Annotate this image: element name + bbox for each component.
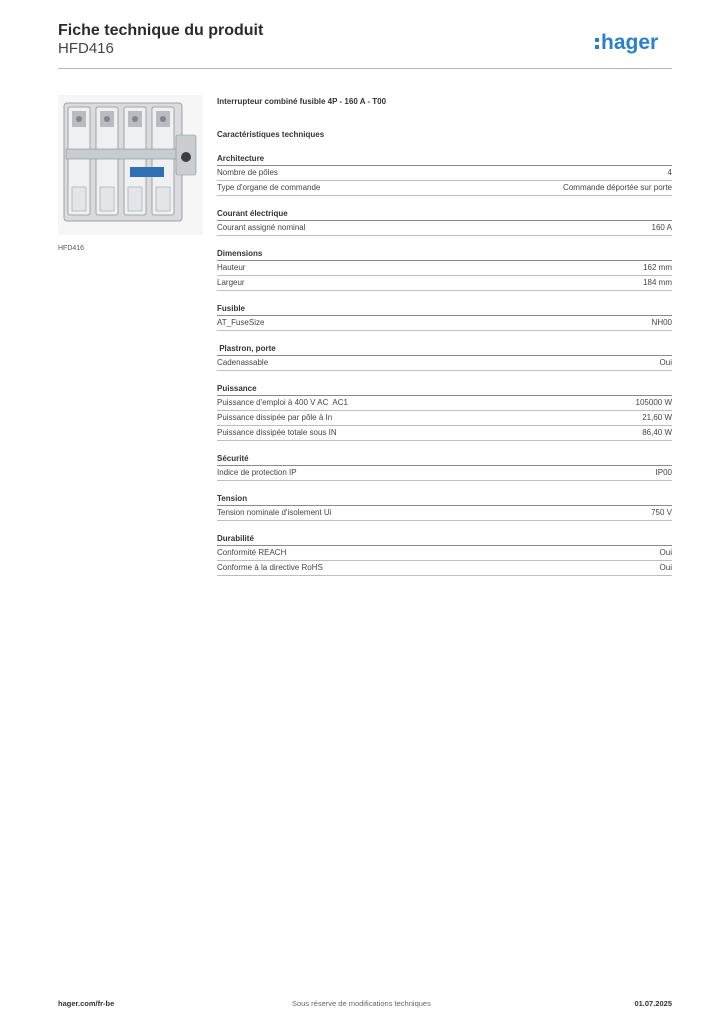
spec-value: 4 xyxy=(667,168,672,177)
spec-row xyxy=(217,356,672,371)
spec-label: AT_FuseSize xyxy=(217,318,265,327)
spec-value: NH00 xyxy=(651,318,672,327)
spec-value: Oui xyxy=(659,563,672,572)
header-divider xyxy=(58,68,672,69)
section-title: Architecture xyxy=(217,153,672,166)
spec-row xyxy=(217,221,672,236)
logo-text: hager xyxy=(601,31,659,54)
product-image-caption: HFD416 xyxy=(58,245,85,252)
spec-value: Oui xyxy=(659,548,672,557)
hager-logo xyxy=(595,28,675,56)
spec-value: 162 mm xyxy=(643,263,672,272)
section-title: Tension xyxy=(217,493,672,506)
spec-row xyxy=(217,411,672,426)
spec-row xyxy=(217,506,672,521)
spec-value: 750 V xyxy=(651,508,672,517)
section-title: Plastron, porte xyxy=(217,343,672,356)
logo-dot-top xyxy=(595,38,599,42)
spec-label: Largeur xyxy=(217,278,245,287)
spec-row xyxy=(217,466,672,481)
product-image xyxy=(58,95,203,235)
spec-label: Type d'organe de commande xyxy=(217,183,321,192)
characteristics-heading: Caractéristiques techniques xyxy=(217,130,325,139)
section-fusible xyxy=(217,303,672,331)
section-durabilite xyxy=(217,533,672,576)
section-architecture xyxy=(217,153,672,196)
logo-dot-bottom xyxy=(595,45,599,49)
spec-label: Puissance d'emploi à 400 V AC AC1 xyxy=(217,398,348,407)
page-title: Fiche technique du produit xyxy=(58,22,264,39)
spec-value: Oui xyxy=(659,358,672,367)
spec-row xyxy=(217,396,672,411)
specifications xyxy=(217,95,672,576)
product-title: Interrupteur combiné fusible 4P - 160 A - T00 xyxy=(217,97,387,106)
spec-value: IP00 xyxy=(655,468,672,477)
spec-row xyxy=(217,181,672,196)
section-title: Sécurité xyxy=(217,453,672,466)
section-tension xyxy=(217,493,672,521)
section-dimensions xyxy=(217,248,672,291)
section-courant-electrique xyxy=(217,208,672,236)
spec-value: 105000 W xyxy=(635,398,672,407)
section-securite xyxy=(217,453,672,481)
spec-row xyxy=(217,316,672,331)
spec-row xyxy=(217,166,672,181)
spec-label: Puissance dissipée totale sous IN xyxy=(217,428,337,437)
spec-label: Tension nominale d'isolement Ui xyxy=(217,508,332,517)
section-title: Fusible xyxy=(217,303,672,316)
spec-label: Puissance dissipée par pôle à In xyxy=(217,413,333,422)
spec-row xyxy=(217,546,672,561)
spec-value: 86,40 W xyxy=(642,428,672,437)
spec-label: Conforme à la directive RoHS xyxy=(217,563,323,572)
spec-value: 21,60 W xyxy=(642,413,672,422)
spec-label: Cadenassable xyxy=(217,358,269,367)
footer-date: 01.07.2025 xyxy=(634,999,672,1008)
section-puissance xyxy=(217,383,672,441)
spec-value: Commande déportée sur porte xyxy=(563,183,672,192)
section-title: Courant électrique xyxy=(217,208,672,221)
spec-row xyxy=(217,426,672,441)
spec-label: Indice de protection IP xyxy=(217,468,297,477)
product-reference: HFD416 xyxy=(58,40,114,57)
section-title: Durabilité xyxy=(217,533,672,546)
spec-row xyxy=(217,261,672,276)
spec-row xyxy=(217,561,672,576)
spec-value: 184 mm xyxy=(643,278,672,287)
spec-row xyxy=(217,276,672,291)
spec-label: Conformité REACH xyxy=(217,548,287,557)
section-plastron-porte xyxy=(217,343,672,371)
section-title: Dimensions xyxy=(217,248,672,261)
spec-label: Hauteur xyxy=(217,263,246,272)
section-title: Puissance xyxy=(217,383,672,396)
footer-website-link[interactable]: hager.com/fr-be xyxy=(58,999,115,1008)
spec-label: Nombre de pôles xyxy=(217,168,278,177)
footer-disclaimer: Sous réserve de modifications techniques xyxy=(292,999,431,1008)
spec-value: 160 A xyxy=(651,223,672,232)
spec-label: Courant assigné nominal xyxy=(217,223,306,232)
